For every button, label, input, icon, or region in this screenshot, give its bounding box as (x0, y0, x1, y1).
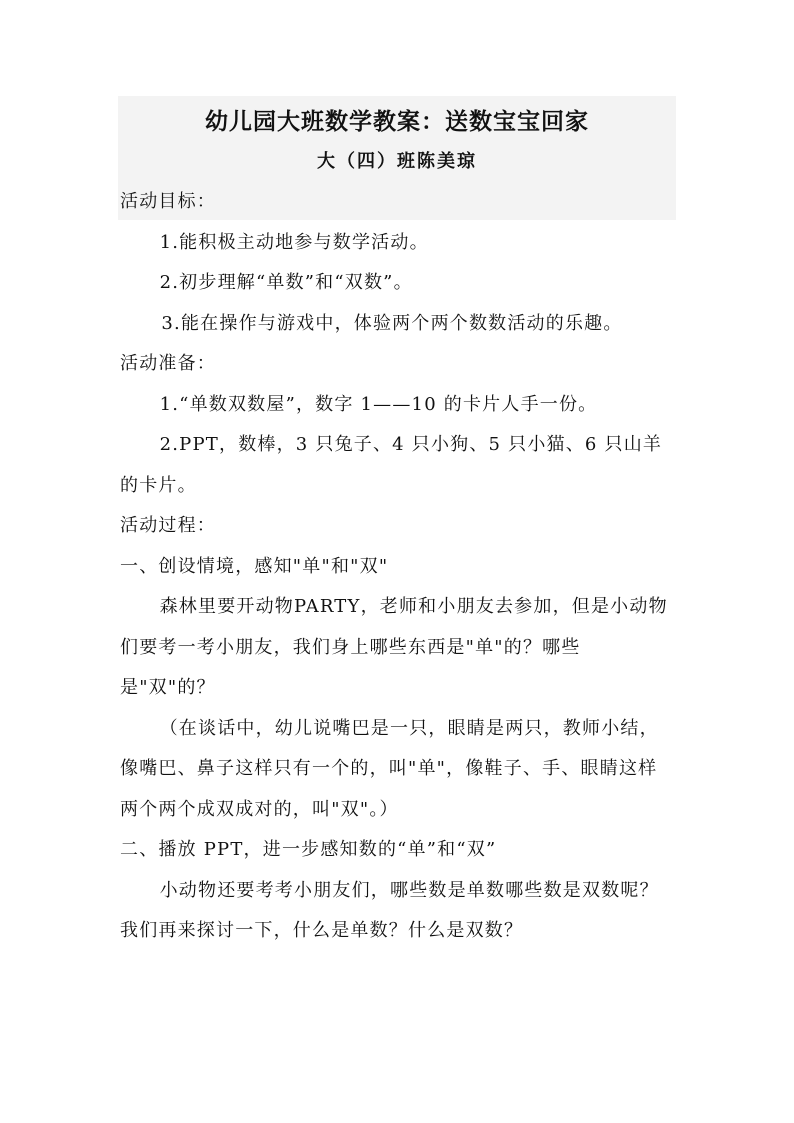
step2-paragraph: 小动物还要考考小朋友们，哪些数是单数哪些数是双数呢？我们再来探讨一下，什么是单数？什么是双数？ (120, 879, 659, 941)
document-subtitle: 大（四）班陈美琼 (317, 151, 477, 172)
goal-item: 3.能在操作与游戏中，体验两个两个数数活动的乐趣。 (161, 312, 623, 334)
document-body (120, 182, 676, 952)
step1-heading: 一、创设情境，感知"单"和"双" (120, 555, 389, 577)
step1-paragraph: 森林里要开动物PARTY，老师和小朋友去参加，但是小动物们要考一考小朋友，我们身上哪些东西是"单"的？哪些是"双"的？ (120, 596, 668, 698)
prep-heading: 活动准备： (120, 353, 216, 374)
goals-heading: 活动目标： (120, 191, 216, 212)
prep-item: 2.PPT，数棒，3 只兔子、4 只小狗、5 只小猫、6 只山羊的卡片。 (120, 434, 663, 496)
step1-note: （在谈话中，幼儿说嘴巴是一只，眼睛是两只，教师小结，像嘴巴、鼻子这样只有一个的，叫"单"，像鞋子、手、眼睛这样两个两个成双成对的，叫"双"。） (120, 717, 659, 820)
step2-heading: 二、播放 PPT，进一步感知数的“单”和“双” (120, 839, 497, 860)
prep-item: 1.“单数双数屋”，数字 1——10 的卡片人手一份。 (159, 393, 598, 415)
goal-item: 1.能积极主动地参与数学活动。 (159, 231, 429, 253)
goal-item: 2.初步理解“单数”和“双数”。 (159, 272, 413, 293)
document-title: 幼儿园大班数学教案：送数宝宝回家 (205, 108, 589, 135)
process-heading: 活动过程： (120, 515, 216, 536)
